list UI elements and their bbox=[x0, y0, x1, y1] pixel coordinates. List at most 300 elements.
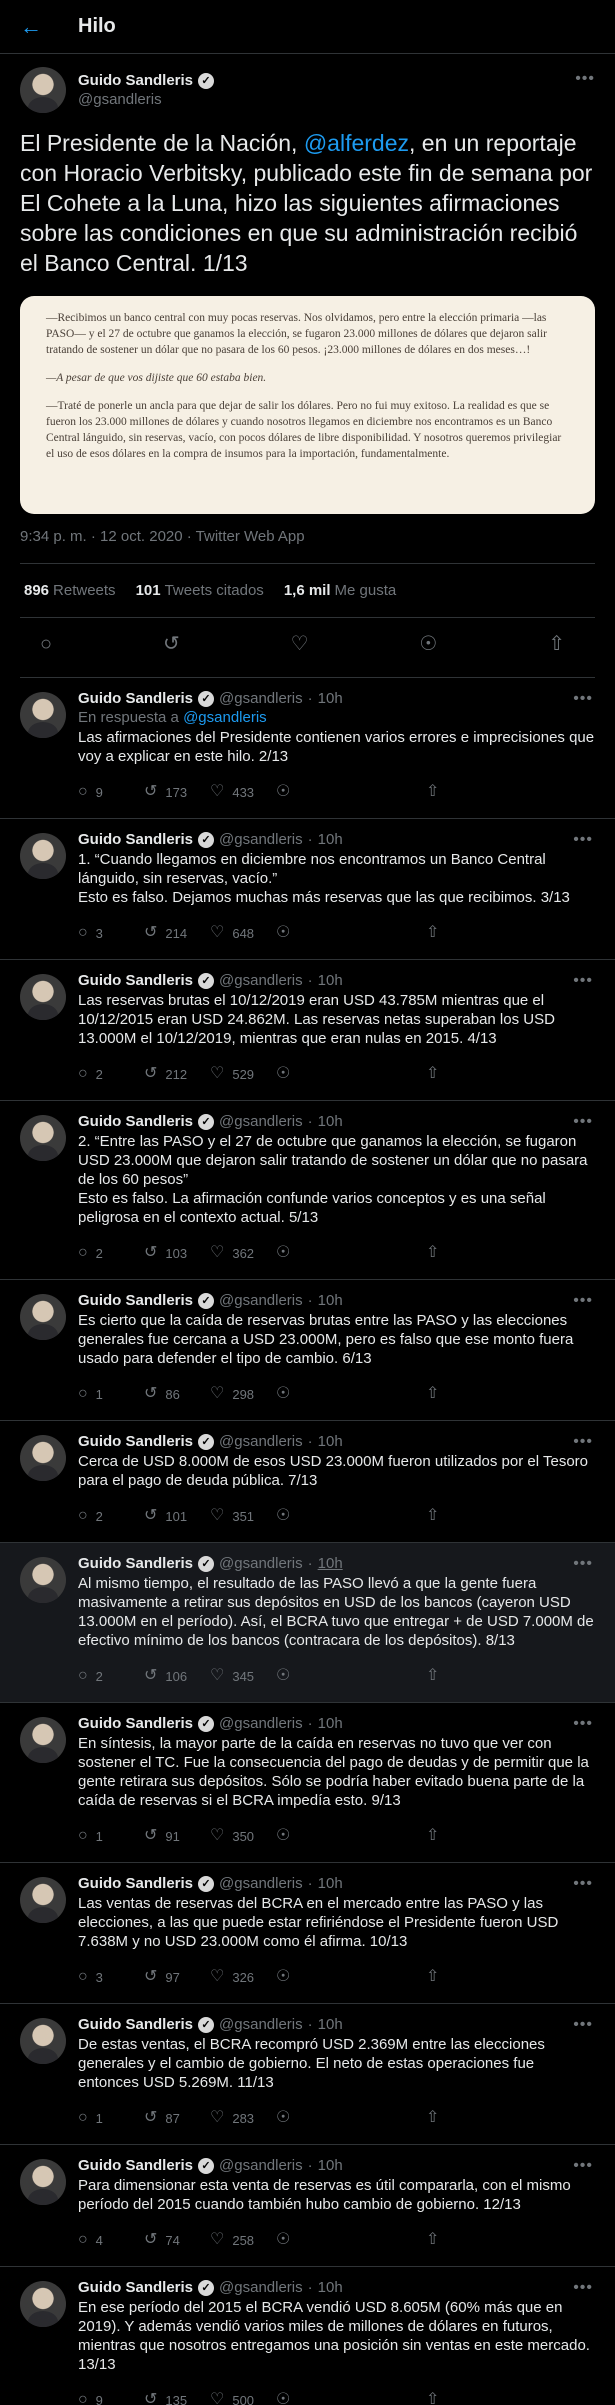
like-icon: ♡ bbox=[210, 2231, 225, 2248]
reply-count: 9 bbox=[95, 784, 103, 800]
retweet-icon: ↺ bbox=[144, 924, 158, 941]
like-icon: ♡ bbox=[210, 1827, 225, 1844]
tweet-time[interactable]: 10h bbox=[317, 690, 343, 707]
reply-icon[interactable]: ○ bbox=[40, 633, 53, 655]
like-count: 350 bbox=[232, 1828, 255, 1844]
reply-button[interactable] bbox=[78, 1508, 144, 1524]
reply-count: 3 bbox=[95, 925, 103, 941]
reply-tweet[interactable] bbox=[0, 1863, 615, 2004]
share-button[interactable] bbox=[426, 925, 492, 941]
retweet-icon: ↺ bbox=[144, 2109, 158, 2126]
more-options-icon[interactable]: ••• bbox=[573, 2016, 593, 2033]
main-text-end: , en un reportaje con Horacio Verbitsky, publicado este fin de semana por El Cohete a la Luna, hizo las siguientes afirmaciones sobre las condiciones en que su administración recibió el Banco Central. 1/13 bbox=[20, 130, 593, 276]
share-icon: ⇧ bbox=[426, 1244, 440, 1261]
bookmark-icon: ☉ bbox=[276, 1507, 291, 1524]
bookmark-icon: ☉ bbox=[276, 1667, 291, 1684]
author-name[interactable]: Guido Sandleris bbox=[78, 1555, 194, 1572]
retweet-icon: ↺ bbox=[144, 1244, 158, 1261]
like-button[interactable] bbox=[210, 1828, 276, 1844]
bookmark-button[interactable] bbox=[276, 1668, 426, 1684]
like-icon: ♡ bbox=[210, 1968, 225, 1985]
verified-badge-icon: ✓ bbox=[198, 73, 214, 89]
reply-text: En síntesis, la mayor parte de la caída en reservas no tuvo que ver con sostener el TC. Fue la consecuencia del pago de deudas y de permitir que la gente retirara sus depósitos. Sólo se podría haber evitado buena parte de la caída de reservas si el BCRA impedía esto. 9/13 bbox=[78, 1735, 589, 1809]
verified-badge-icon: ✓ bbox=[198, 2017, 214, 2033]
like-icon[interactable]: ♡ bbox=[290, 633, 309, 655]
reply-count: 1 bbox=[95, 1386, 103, 1402]
separator-dot: · bbox=[307, 1715, 313, 1732]
avatar[interactable] bbox=[20, 1877, 66, 1923]
reply-actions bbox=[78, 1816, 595, 1856]
replies-list bbox=[0, 678, 615, 2405]
retweet-count: 97 bbox=[165, 1969, 180, 1985]
avatar[interactable] bbox=[20, 1717, 66, 1763]
tweet-time[interactable]: 10h bbox=[317, 2279, 343, 2296]
verified-badge-icon: ✓ bbox=[198, 832, 214, 848]
like-button[interactable] bbox=[210, 2392, 276, 2405]
reply-count: 2 bbox=[95, 1245, 103, 1261]
reply-tweet[interactable] bbox=[0, 960, 615, 1101]
more-options-icon[interactable]: ••• bbox=[573, 1113, 593, 1130]
author-name[interactable]: Guido Sandleris bbox=[78, 972, 194, 989]
separator-dot: · bbox=[307, 1292, 313, 1309]
like-icon: ♡ bbox=[210, 1507, 225, 1524]
main-tweet-text bbox=[20, 128, 595, 278]
author-name[interactable]: Guido Sandleris bbox=[78, 1292, 194, 1309]
bookmark-button[interactable] bbox=[276, 2110, 426, 2126]
reply-button[interactable] bbox=[78, 784, 144, 800]
reply-count: 3 bbox=[95, 1969, 103, 1985]
reply-actions bbox=[78, 2220, 595, 2260]
retweet-icon: ↺ bbox=[144, 783, 158, 800]
reply-button[interactable] bbox=[78, 1245, 144, 1261]
share-icon: ⇧ bbox=[426, 2109, 440, 2126]
bookmark-icon[interactable]: ☉ bbox=[419, 633, 438, 655]
reply-text: 1. “Cuando llegamos en diciembre nos encontramos un Banco Central lánguido, sin reservas, vacío.” Esto es falso. Dejamos muchas más reservas que las que recibimos. 3/13 bbox=[78, 851, 570, 906]
share-button[interactable] bbox=[426, 2392, 492, 2405]
reply-count: 1 bbox=[95, 2110, 103, 2126]
reply-actions bbox=[78, 1054, 595, 1094]
reply-tweet[interactable] bbox=[0, 1280, 615, 1421]
author-name[interactable]: Guido Sandleris bbox=[78, 1875, 194, 1892]
reply-text: Cerca de USD 8.000M de esos USD 23.000M fueron utilizados por el Tesoro para el pago de deuda pública. 7/13 bbox=[78, 1453, 588, 1489]
like-count: 345 bbox=[232, 1668, 255, 1684]
reply-actions bbox=[78, 1233, 595, 1273]
verified-badge-icon: ✓ bbox=[198, 973, 214, 989]
avatar[interactable] bbox=[20, 2159, 66, 2205]
tweet-time[interactable]: 10h bbox=[317, 831, 343, 848]
verified-badge-icon: ✓ bbox=[198, 691, 214, 707]
like-count: 326 bbox=[232, 1969, 255, 1985]
reply-tweet[interactable] bbox=[0, 1421, 615, 1543]
reply-text: De estas ventas, el BCRA recompró USD 2.369M entre las elecciones generales y el cambio de gobierno. El neto de estas operaciones fue entonces USD 5.269M. 11/13 bbox=[78, 2036, 545, 2091]
share-button[interactable] bbox=[426, 1969, 492, 1985]
reply-button[interactable] bbox=[78, 1828, 144, 1844]
bookmark-button[interactable] bbox=[276, 1828, 426, 1844]
author-handle[interactable]: @gsandleris bbox=[219, 972, 303, 989]
retweet-button[interactable] bbox=[144, 2232, 210, 2248]
retweet-icon: ↺ bbox=[144, 1827, 158, 1844]
avatar[interactable] bbox=[20, 1435, 66, 1481]
reply-actions bbox=[78, 2098, 595, 2138]
tweet-time[interactable]: 10h bbox=[317, 1113, 343, 1130]
retweet-button[interactable] bbox=[144, 925, 210, 941]
share-icon[interactable]: ⇧ bbox=[548, 633, 565, 655]
avatar[interactable] bbox=[20, 974, 66, 1020]
share-button[interactable] bbox=[426, 1066, 492, 1082]
like-icon: ♡ bbox=[210, 1065, 225, 1082]
tweet-timestamp[interactable]: 9:34 p. m. · 12 oct. 2020 · Twitter Web App bbox=[20, 528, 595, 564]
retweet-count: 103 bbox=[165, 1245, 188, 1261]
verified-badge-icon: ✓ bbox=[198, 2280, 214, 2296]
retweet-count: 212 bbox=[165, 1066, 188, 1082]
like-count: 298 bbox=[232, 1386, 255, 1402]
bookmark-button[interactable] bbox=[276, 2232, 426, 2248]
author-name[interactable]: Guido Sandleris bbox=[78, 1433, 194, 1450]
more-options-icon[interactable]: ••• bbox=[573, 690, 593, 707]
share-icon: ⇧ bbox=[426, 1507, 440, 1524]
reply-button[interactable] bbox=[78, 1386, 144, 1402]
retweet-icon: ↺ bbox=[144, 2231, 158, 2248]
reply-tweet[interactable] bbox=[0, 678, 615, 819]
retweet-button[interactable] bbox=[144, 1668, 210, 1684]
avatar[interactable] bbox=[20, 833, 66, 879]
reply-actions bbox=[78, 1656, 595, 1696]
more-options-icon[interactable]: ••• bbox=[573, 1555, 593, 1572]
reply-tweet[interactable] bbox=[0, 2267, 615, 2405]
retweet-button[interactable] bbox=[144, 2392, 210, 2405]
quote-paragraph: —A pesar de que vos dijiste que 60 estaba bien. bbox=[46, 372, 267, 384]
retweet-count: 87 bbox=[165, 2110, 180, 2126]
reply-text: Es cierto que la caída de reservas brutas entre las PASO y las elecciones generales fue cercana a USD 23.000M, pero es falso que ese monto fuera usado para defender el tipo de cambio. 6/13 bbox=[78, 1312, 574, 1367]
share-icon: ⇧ bbox=[426, 1065, 440, 1082]
more-options-icon[interactable]: ••• bbox=[573, 972, 593, 989]
reply-icon: ○ bbox=[78, 2391, 88, 2405]
like-button[interactable] bbox=[210, 2232, 276, 2248]
share-icon: ⇧ bbox=[426, 2391, 440, 2405]
reply-button[interactable] bbox=[78, 2392, 144, 2405]
main-tweet-author bbox=[20, 54, 595, 116]
bookmark-icon: ☉ bbox=[276, 1385, 291, 1402]
reply-button[interactable] bbox=[78, 1668, 144, 1684]
mention-link[interactable]: @alferdez bbox=[303, 130, 410, 156]
retweet-button[interactable] bbox=[144, 1828, 210, 1844]
reply-text: Para dimensionar esta venta de reservas es útil compararla, con el mismo período del 2015 cuando también hubo cambio de gobierno. 12/13 bbox=[78, 2177, 571, 2213]
like-count: 433 bbox=[232, 784, 255, 800]
avatar[interactable] bbox=[20, 67, 66, 113]
reply-actions bbox=[78, 1957, 595, 1997]
retweet-button[interactable] bbox=[144, 1508, 210, 1524]
verified-badge-icon: ✓ bbox=[198, 1293, 214, 1309]
bookmark-icon: ☉ bbox=[276, 2109, 291, 2126]
reply-count: 4 bbox=[95, 2232, 103, 2248]
tweet-time[interactable]: 10h bbox=[317, 972, 343, 989]
page-title: Hilo bbox=[78, 15, 116, 37]
like-button[interactable] bbox=[210, 2110, 276, 2126]
retweet-icon: ↺ bbox=[144, 1065, 158, 1082]
more-options-icon[interactable]: ••• bbox=[573, 831, 593, 848]
reply-icon: ○ bbox=[78, 924, 88, 941]
separator-dot: · bbox=[307, 1555, 313, 1572]
like-icon: ♡ bbox=[210, 2109, 225, 2126]
like-icon: ♡ bbox=[210, 1667, 225, 1684]
verified-badge-icon: ✓ bbox=[198, 1434, 214, 1450]
reply-tweet[interactable] bbox=[0, 1101, 615, 1280]
retweet-count: 135 bbox=[165, 2392, 188, 2405]
author-handle[interactable]: @gsandleris bbox=[219, 1555, 303, 1572]
like-button[interactable] bbox=[210, 1066, 276, 1082]
verified-badge-icon: ✓ bbox=[198, 1876, 214, 1892]
more-options-icon[interactable]: ••• bbox=[573, 1292, 593, 1309]
author-name[interactable]: Guido Sandleris bbox=[78, 72, 194, 89]
retweet-button[interactable] bbox=[144, 1066, 210, 1082]
reply-icon: ○ bbox=[78, 2109, 88, 2126]
retweet-count: 86 bbox=[165, 1386, 180, 1402]
tweet-time[interactable]: 10h bbox=[317, 1715, 343, 1732]
bookmark-icon: ☉ bbox=[276, 924, 291, 941]
more-options-icon[interactable]: ••• bbox=[573, 1433, 593, 1450]
main-tweet bbox=[0, 54, 615, 678]
reply-icon: ○ bbox=[78, 2231, 88, 2248]
reply-count: 2 bbox=[95, 1066, 103, 1082]
avatar[interactable] bbox=[20, 692, 66, 738]
reply-actions bbox=[78, 1496, 595, 1536]
reply-icon: ○ bbox=[78, 1065, 88, 1082]
bookmark-icon: ☉ bbox=[276, 1968, 291, 1985]
avatar[interactable] bbox=[20, 1294, 66, 1340]
author-handle[interactable]: @gsandleris bbox=[219, 2016, 303, 2033]
like-count: 500 bbox=[232, 2392, 255, 2405]
retweet-button[interactable] bbox=[144, 2110, 210, 2126]
bookmark-icon: ☉ bbox=[276, 1244, 291, 1261]
reply-button[interactable] bbox=[78, 1969, 144, 1985]
reply-button[interactable] bbox=[78, 925, 144, 941]
reply-text: En ese período del 2015 el BCRA vendió USD 8.605M (60% más que en 2019). Y además vendió varios miles de millones de dólares en futuros, mientras que nosotros entregamos una posición sin ventas en este mercado. 13/13 bbox=[78, 2299, 590, 2373]
avatar[interactable] bbox=[20, 1557, 66, 1603]
reply-count: 9 bbox=[95, 2392, 103, 2405]
share-button[interactable] bbox=[426, 1386, 492, 1402]
like-count: 258 bbox=[232, 2232, 255, 2248]
reply-count: 1 bbox=[95, 1828, 103, 1844]
verified-badge-icon: ✓ bbox=[198, 1716, 214, 1732]
bookmark-icon: ☉ bbox=[276, 1827, 291, 1844]
like-button[interactable] bbox=[210, 1245, 276, 1261]
more-options-icon[interactable]: ••• bbox=[573, 1715, 593, 1732]
reply-tweet[interactable] bbox=[0, 1703, 615, 1863]
share-icon: ⇧ bbox=[426, 924, 440, 941]
share-icon: ⇧ bbox=[426, 783, 440, 800]
reply-tweet[interactable] bbox=[0, 2004, 615, 2145]
reply-text: Las afirmaciones del Presidente contienen varios errores e imprecisiones que voy a explicar en este hilo. 2/13 bbox=[78, 729, 595, 765]
author-handle[interactable]: @gsandleris bbox=[219, 690, 303, 707]
reply-icon: ○ bbox=[78, 1507, 88, 1524]
share-button[interactable] bbox=[426, 1668, 492, 1684]
author-name[interactable]: Guido Sandleris bbox=[78, 1113, 194, 1130]
tweet-time[interactable]: 10h bbox=[317, 2016, 343, 2033]
bookmark-button[interactable] bbox=[276, 1386, 426, 1402]
separator-dot: · bbox=[307, 1433, 313, 1450]
share-button[interactable] bbox=[426, 784, 492, 800]
reply-text: 2. “Entre las PASO y el 27 de octubre que ganamos la elección, se fugaron USD 23.000M que dejaron salir tratando de sostener un dólar que no pasara de los 60 pesos” Esto es falso. La afirmación confunde varios conceptos y es una señal peligrosa en el contexto actual. 5/13 bbox=[78, 1133, 588, 1226]
reply-icon: ○ bbox=[78, 1827, 88, 1844]
like-icon: ♡ bbox=[210, 1244, 225, 1261]
reply-text: Las reservas brutas el 10/12/2019 eran USD 43.785M mientras que el 10/12/2015 eran USD 24.862M. Las reservas netas superaban los USD 13.000M el 10/12/2019, mientras que eran nulas en 2015. 4/13 bbox=[78, 992, 555, 1047]
like-icon: ♡ bbox=[210, 1385, 225, 1402]
like-icon: ♡ bbox=[210, 2391, 225, 2405]
reply-button[interactable] bbox=[78, 2232, 144, 2248]
like-button[interactable] bbox=[210, 925, 276, 941]
separator-dot: · bbox=[307, 2157, 313, 2174]
tweet-time[interactable]: 10h bbox=[317, 1433, 343, 1450]
bookmark-icon: ☉ bbox=[276, 783, 291, 800]
author-name[interactable]: Guido Sandleris bbox=[78, 831, 194, 848]
like-button[interactable] bbox=[210, 1508, 276, 1524]
reply-count: 2 bbox=[95, 1508, 103, 1524]
author-handle[interactable]: @gsandleris bbox=[78, 91, 162, 108]
retweet-icon: ↺ bbox=[144, 1968, 158, 1985]
verified-badge-icon: ✓ bbox=[198, 1556, 214, 1572]
quote-paragraph: —Recibimos un banco central con muy pocas reservas. Nos olvidamos, pero entre la elección primaria —las PASO— y el 27 de octubre que ganamos la elección, se fugaron 23.000 millones de dólares que dejaron salir tratando de sostener un dólar que no pasara de los 60 pesos. ¡23.000 millones de dólares en dos meses…! bbox=[46, 312, 547, 356]
retweet-count: 74 bbox=[165, 2232, 180, 2248]
retweet-icon: ↺ bbox=[144, 1507, 158, 1524]
author-handle[interactable]: @gsandleris bbox=[219, 1113, 303, 1130]
separator-dot: · bbox=[307, 1875, 313, 1892]
like-button[interactable] bbox=[210, 784, 276, 800]
reply-icon: ○ bbox=[78, 1385, 88, 1402]
share-icon: ⇧ bbox=[426, 1968, 440, 1985]
tweet-time[interactable]: 10h bbox=[317, 1875, 343, 1892]
bookmark-button[interactable] bbox=[276, 2392, 426, 2405]
reply-actions bbox=[78, 913, 595, 953]
like-count: 648 bbox=[232, 925, 255, 941]
quote-tweets-stat[interactable]: 101 Tweets citados bbox=[135, 582, 264, 599]
share-button[interactable] bbox=[426, 1508, 492, 1524]
reply-actions bbox=[78, 2380, 595, 2405]
more-options-icon[interactable]: ••• bbox=[573, 1875, 593, 1892]
bookmark-icon: ☉ bbox=[276, 1065, 291, 1082]
bookmark-button[interactable] bbox=[276, 784, 426, 800]
quote-image[interactable] bbox=[20, 296, 595, 514]
retweet-icon: ↺ bbox=[144, 2391, 158, 2405]
verified-badge-icon: ✓ bbox=[198, 2158, 214, 2174]
like-count: 529 bbox=[232, 1066, 255, 1082]
retweet-count: 91 bbox=[165, 1828, 180, 1844]
more-options-icon[interactable]: ••• bbox=[573, 2279, 593, 2296]
tweet-stats bbox=[20, 564, 595, 618]
avatar[interactable] bbox=[20, 1115, 66, 1161]
share-icon: ⇧ bbox=[426, 1667, 440, 1684]
reply-tweet[interactable] bbox=[0, 2145, 615, 2267]
like-count: 351 bbox=[232, 1508, 255, 1524]
bookmark-button[interactable] bbox=[276, 1969, 426, 1985]
author-name[interactable]: Guido Sandleris bbox=[78, 2157, 194, 2174]
reply-icon: ○ bbox=[78, 1968, 88, 1985]
author-name[interactable]: Guido Sandleris bbox=[78, 2279, 194, 2296]
share-icon: ⇧ bbox=[426, 1385, 440, 1402]
separator-dot: · bbox=[307, 690, 313, 707]
retweet-button[interactable] bbox=[144, 784, 210, 800]
retweet-count: 173 bbox=[165, 784, 188, 800]
like-icon: ♡ bbox=[210, 924, 225, 941]
separator-dot: · bbox=[307, 972, 313, 989]
bookmark-button[interactable] bbox=[276, 1245, 426, 1261]
reply-context: En respuesta a @gsandleris bbox=[78, 709, 267, 726]
retweet-count: 101 bbox=[165, 1508, 188, 1524]
share-icon: ⇧ bbox=[426, 2231, 440, 2248]
reply-tweet[interactable] bbox=[0, 1543, 615, 1703]
reply-count: 2 bbox=[95, 1668, 103, 1684]
share-button[interactable] bbox=[426, 2232, 492, 2248]
reply-button[interactable] bbox=[78, 2110, 144, 2126]
thread-header bbox=[0, 0, 615, 54]
author-handle[interactable]: @gsandleris bbox=[219, 1433, 303, 1450]
reply-text: Al mismo tiempo, el resultado de las PASO llevó a que la gente fuera masivamente a retirar sus depósitos en USD de los bancos (cayeron USD 13.000M en el período). Así, el BCRA tuvo que entregar + de USD 7.000M de efectivo mínimo de los bancos (contracara de los depósitos). 8/13 bbox=[78, 1575, 594, 1649]
retweet-icon: ↺ bbox=[144, 1667, 158, 1684]
tweet-time[interactable]: 10h bbox=[317, 2157, 343, 2174]
author-name[interactable]: Guido Sandleris bbox=[78, 1715, 194, 1732]
bookmark-button[interactable] bbox=[276, 1066, 426, 1082]
author-handle[interactable]: @gsandleris bbox=[219, 1292, 303, 1309]
author-handle[interactable]: @gsandleris bbox=[219, 2157, 303, 2174]
retweet-button[interactable] bbox=[144, 1245, 210, 1261]
bookmark-icon: ☉ bbox=[276, 2391, 291, 2405]
more-options-icon[interactable]: ••• bbox=[573, 2157, 593, 2174]
retweet-button[interactable] bbox=[144, 1386, 210, 1402]
share-button[interactable] bbox=[426, 1245, 492, 1261]
reply-text: Las ventas de reservas del BCRA en el mercado entre las PASO y las elecciones, a las que puede estar refiriéndose el Presidente fueron USD 7.638M y no USD 23.000M como él afirma. 10/13 bbox=[78, 1895, 559, 1950]
main-text-start: El Presidente de la Nación, bbox=[20, 130, 304, 156]
like-count: 283 bbox=[232, 2110, 255, 2126]
avatar[interactable] bbox=[20, 2281, 66, 2327]
retweet-icon: ↺ bbox=[144, 1385, 158, 1402]
reply-icon: ○ bbox=[78, 1244, 88, 1261]
retweets-stat[interactable]: 896 Retweets bbox=[24, 582, 116, 599]
reply-button[interactable] bbox=[78, 1066, 144, 1082]
bookmark-button[interactable] bbox=[276, 1508, 426, 1524]
share-button[interactable] bbox=[426, 2110, 492, 2126]
separator-dot: · bbox=[307, 1113, 313, 1130]
mention-link[interactable]: @gsandleris bbox=[183, 709, 267, 726]
bookmark-button[interactable] bbox=[276, 925, 426, 941]
tweet-time[interactable]: 10h bbox=[317, 1292, 343, 1309]
like-button[interactable] bbox=[210, 1969, 276, 1985]
author-handle[interactable]: @gsandleris bbox=[219, 2279, 303, 2296]
reply-icon: ○ bbox=[78, 1667, 88, 1684]
reply-actions bbox=[78, 1374, 595, 1414]
share-button[interactable] bbox=[426, 1828, 492, 1844]
more-options-icon[interactable]: ••• bbox=[575, 70, 595, 87]
author-handle[interactable]: @gsandleris bbox=[219, 831, 303, 848]
like-button[interactable] bbox=[210, 1668, 276, 1684]
separator-dot: · bbox=[307, 2016, 313, 2033]
likes-stat[interactable]: 1,6 mil Me gusta bbox=[283, 582, 397, 599]
author-handle[interactable]: @gsandleris bbox=[219, 1715, 303, 1732]
retweet-button[interactable] bbox=[144, 1969, 210, 1985]
author-name[interactable]: Guido Sandleris bbox=[78, 690, 194, 707]
quote-paragraph: —Traté de ponerle un ancla para que dejar de salir los dólares. Pero no fui muy exitoso. La realidad es que se fueron los 23.000 millones de dólares y cuando nosotros llegamos en diciembre nos encontramos es un Banco Central lánguido, sin reservas, vacío, con pocos dólares de libre disponibilidad. Y nosotros queremos privilegiar el uso de esos dólares en la compra de insumos para la importación, fundamentalmente. bbox=[46, 400, 562, 460]
author-handle[interactable]: @gsandleris bbox=[219, 1875, 303, 1892]
author-name[interactable]: Guido Sandleris bbox=[78, 2016, 194, 2033]
avatar[interactable] bbox=[20, 2018, 66, 2064]
share-icon: ⇧ bbox=[426, 1827, 440, 1844]
tweet-time[interactable]: 10h bbox=[317, 1555, 343, 1572]
main-tweet-actions bbox=[20, 618, 595, 678]
retweet-count: 214 bbox=[165, 925, 188, 941]
retweet-icon[interactable]: ↺ bbox=[162, 633, 180, 655]
arrow-left-icon[interactable]: ← bbox=[20, 13, 42, 39]
reply-tweet[interactable] bbox=[0, 819, 615, 960]
bookmark-icon: ☉ bbox=[276, 2231, 291, 2248]
like-button[interactable] bbox=[210, 1386, 276, 1402]
